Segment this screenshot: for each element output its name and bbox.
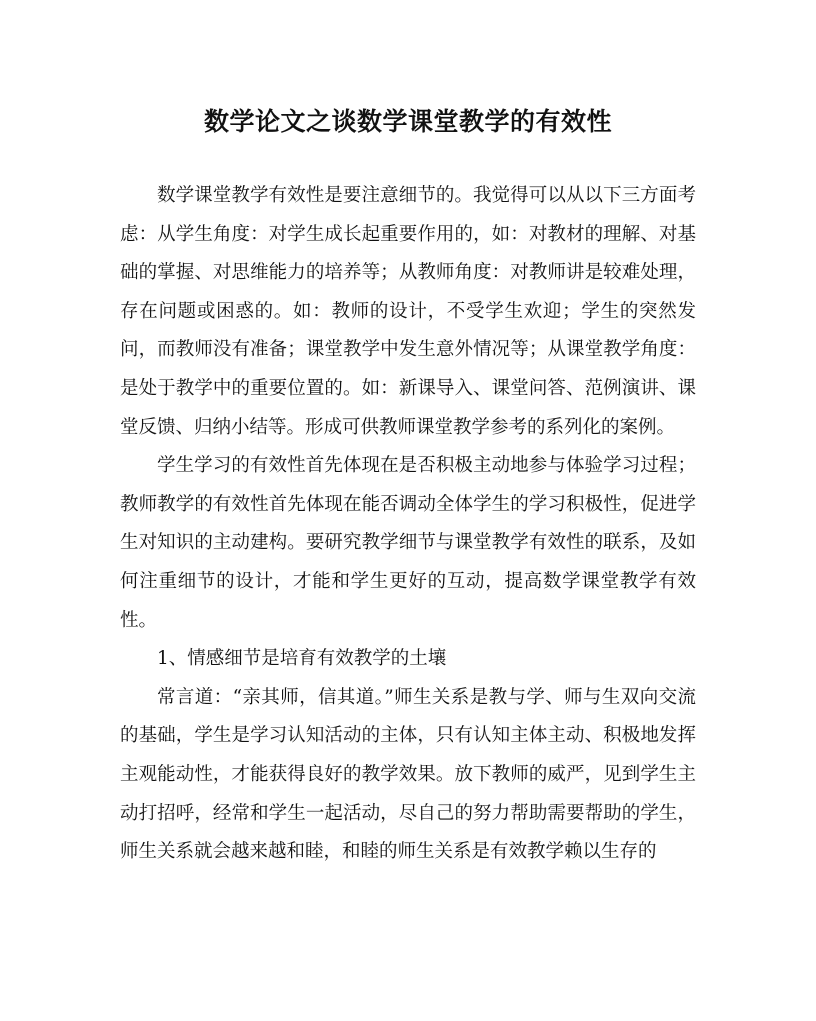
section-paragraph: 常言道：“亲其师，信其道。”师生关系是教与学、师与生双向交流的基础，学生是学习认知活动的主体，只有认知主体主动、积极地发挥主观能动性，才能获得良好的教学效果。放下教师的威严，见到学生主动打招呼，经常和学生一起活动，尽自己的努力帮助需要帮助的学生，师生关系就会越来越和睦，和睦的师生关系是有效教学赖以生存的 <box>120 686 696 863</box>
document-body <box>120 177 696 872</box>
body-paragraph: 学生学习的有效性首先体现在是否积极主动地参与体验学习过程；教师教学的有效性首先体现在能否调动全体学生的学习积极性，促进学生对知识的主动建构。要研究教学细节与课堂教学有效性的联系，及如何注重细节的设计，才能和学生更好的互动，提高数学课堂教学有效性。 <box>120 455 696 631</box>
section-heading: 1、情感细节是培育有效教学的土壤 <box>157 648 447 670</box>
document-title: 数学论文之谈数学课堂教学的有效性 <box>203 107 612 136</box>
body-paragraph: 数学课堂教学有效性是要注意细节的。我觉得可以从以下三方面考虑：从学生角度：对学生成长起重要作用的，如：对教材的理解、对基础的掌握、对思维能力的培养等；从教师角度：对教师讲是较难处理，存在问题或困惑的。如：教师的设计，不受学生欢迎；学生的突然发问，而教师没有准备；课堂教学中发生意外情况等；从课堂教学角度：是处于教学中的重要位置的。如：新课导入、课堂问答、范例演讲、课堂反馈、归纳小结等。形成可供教师课堂教学参考的系列化的案例。 <box>120 185 696 438</box>
